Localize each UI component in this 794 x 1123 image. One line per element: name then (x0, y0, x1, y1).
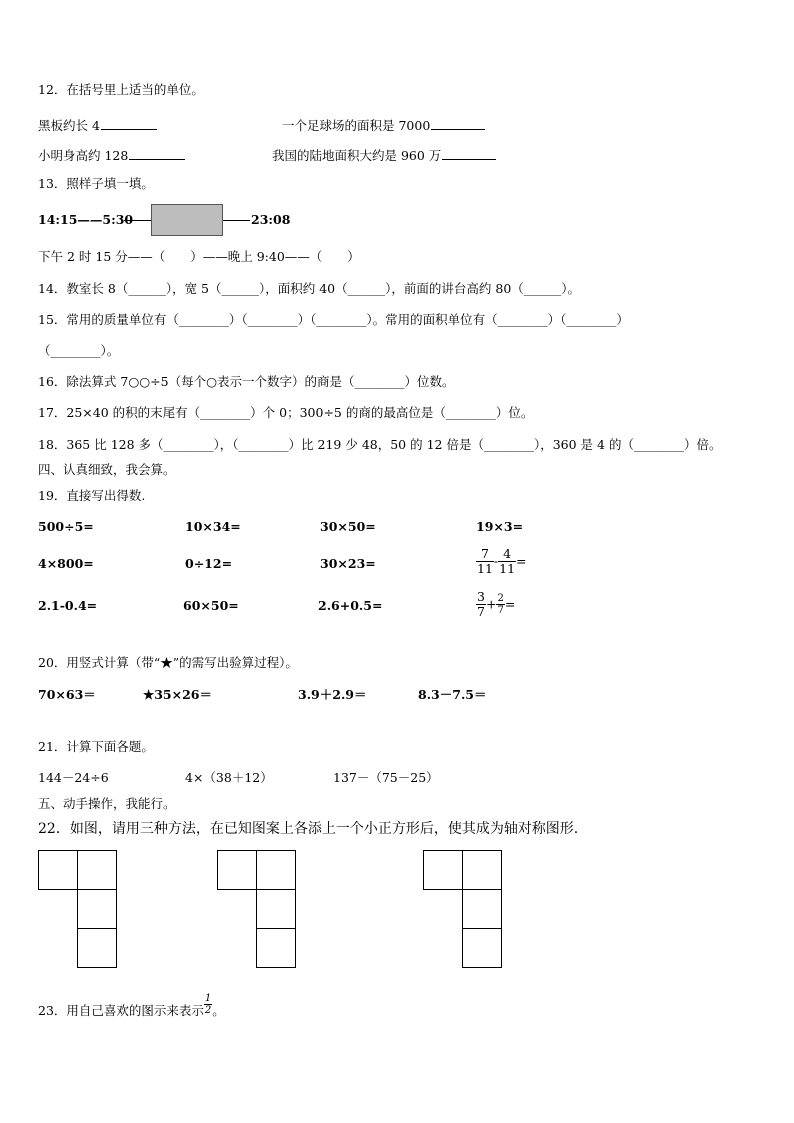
calc-item: 60×50= (183, 598, 239, 613)
fraction-expression-1: $\frac{7}{11}$ - $\frac{4}{11}$ = (477, 546, 527, 576)
q15-line1: 15．常用的质量单位有（________）（________）（________）。常用的面积单位有（________）（________） (38, 312, 629, 327)
shape-figure-1[interactable] (36, 848, 120, 970)
q12-item-d: 我国的陆地面积大约是 960 万 (272, 147, 496, 164)
fraction-expression-2: $\frac{3}{7}$ + $\frac{2}{7}$ = (477, 589, 516, 619)
section-4-title: 四、认真细致，我会算。 (38, 462, 176, 477)
q12-item-c: 小明身高约 128 (38, 147, 185, 164)
calc-item: 4×（38＋12） (185, 770, 273, 785)
calc-item: 144－24÷6 (38, 770, 109, 785)
answer-blank[interactable] (101, 117, 157, 130)
q12-title: 12．在括号里上适当的单位。 (38, 82, 204, 97)
q13-title: 13．照样子填一填。 (38, 176, 154, 191)
answer-blank[interactable] (431, 117, 485, 130)
q13-example-left: 14:15——5:30 (38, 212, 134, 227)
connector-line (124, 220, 151, 221)
q13-line2: 下午 2 时 15 分——（ ）——晚上 9:40——（ ） (38, 249, 360, 264)
answer-blank[interactable] (442, 147, 496, 160)
shape-figure-2[interactable] (215, 848, 299, 970)
calc-item: 8.3－7.5＝ (418, 687, 487, 702)
q22-title: 22．如图，请用三种方法，在已知图案上各添上一个小正方形后，使其成为轴对称图形. (38, 821, 579, 837)
q12-item-a: 黑板约长 4 (38, 117, 157, 134)
q13-example-right: 23:08 (251, 212, 291, 227)
q15-line2: （________）。 (38, 343, 120, 358)
shape-figure-3[interactable] (421, 848, 505, 970)
calc-item: 3.9＋2.9＝ (298, 687, 367, 702)
calc-item: 10×34= (185, 519, 241, 534)
calc-item: 137－（75－25） (333, 770, 439, 785)
calc-item: 0÷12= (185, 556, 233, 571)
q23-title: 23．用自己喜欢的图示来表示 $\frac{1}{2}$ 。 (38, 993, 225, 1018)
calc-item: 500÷5= (38, 519, 94, 534)
q16-text: 16．除法算式 7○○÷5（每个○表示一个数字）的商是（________）位数。 (38, 374, 455, 389)
q14-text: 14．教室长 8（______），宽 5（______），面积约 40（______），前面的讲台高约 80（______）。 (38, 281, 581, 296)
q20-title: 20．用竖式计算（带“★”的需写出验算过程）。 (38, 655, 298, 670)
calc-item: 2.6+0.5= (318, 598, 383, 613)
gray-answer-box[interactable] (151, 204, 223, 236)
q12-item-b: 一个足球场的面积是 7000 (282, 117, 485, 134)
q21-title: 21．计算下面各题。 (38, 739, 154, 754)
q17-text: 17．25×40 的积的末尾有（________）个 0；300÷5 的商的最高位是（________）位。 (38, 405, 534, 420)
answer-blank[interactable] (129, 147, 185, 160)
q19-title: 19．直接写出得数. (38, 488, 146, 503)
calc-item: 2.1-0.4= (38, 598, 98, 613)
q18-text: 18．365 比 128 多（________），（________）比 219 少 48，50 的 12 倍是（________），360 是 4 的（________）倍。 (38, 437, 722, 452)
calc-item: 30×50= (320, 519, 376, 534)
calc-item: 4×800= (38, 556, 94, 571)
calc-item: 19×3= (476, 519, 524, 534)
connector-line (223, 220, 250, 221)
calc-item: 70×63＝ (38, 687, 96, 702)
calc-item: 30×23= (320, 556, 376, 571)
section-5-title: 五、动手操作，我能行。 (38, 796, 176, 811)
calc-item: ★35×26＝ (143, 687, 212, 702)
